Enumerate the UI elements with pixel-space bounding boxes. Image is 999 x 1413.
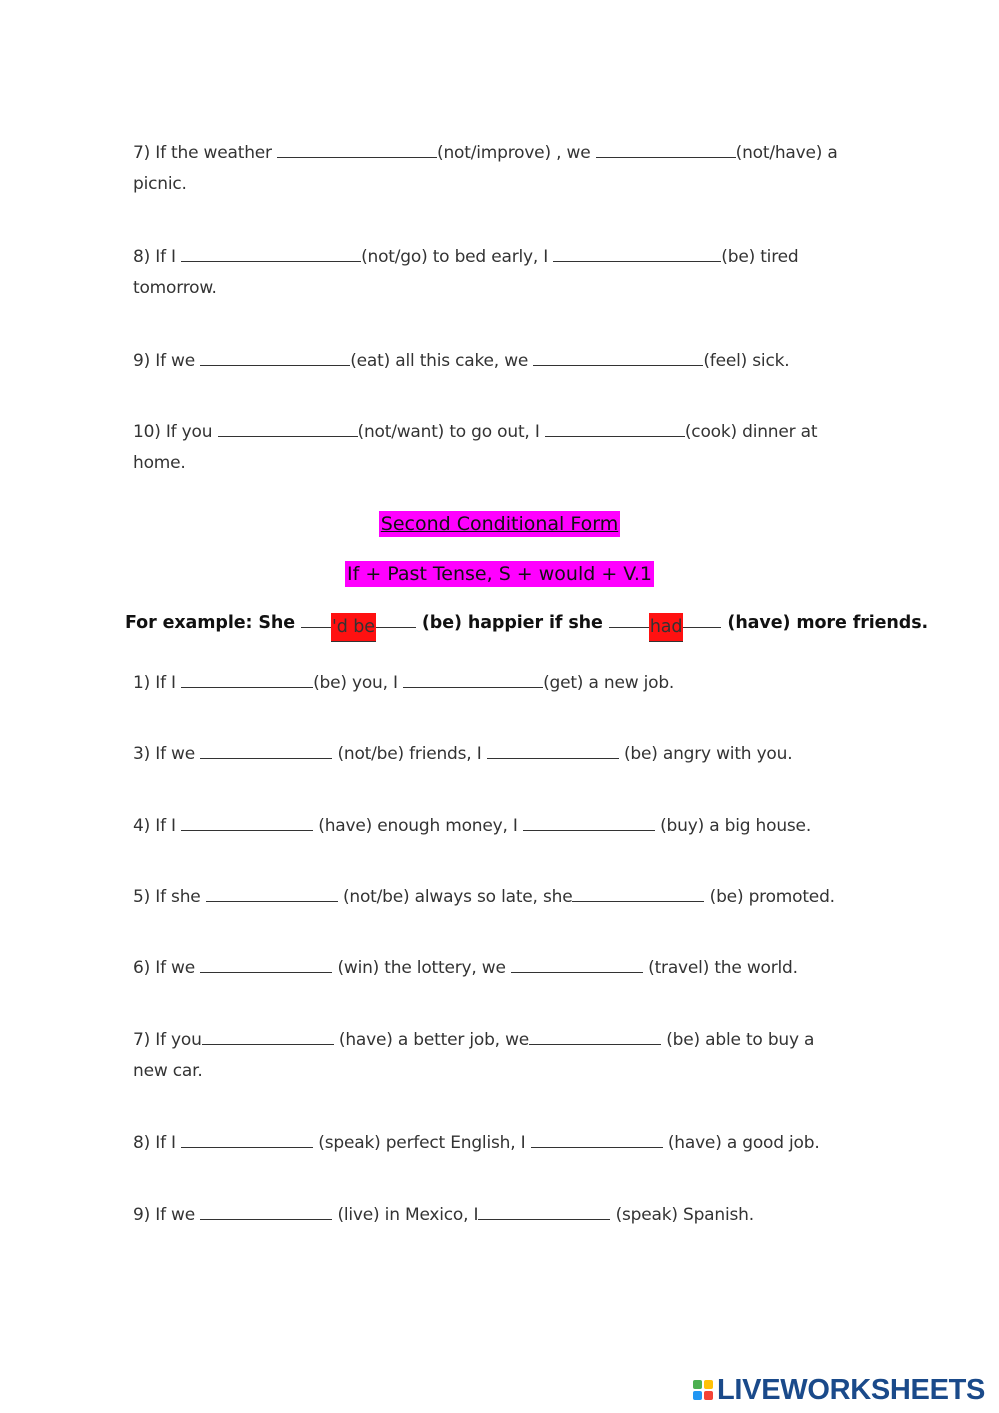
exercise-2-3-line: 3) If we (not/be) friends, I (be) angry with you. bbox=[133, 744, 793, 764]
answer-blank[interactable] bbox=[523, 815, 655, 831]
answer-blank[interactable] bbox=[277, 142, 437, 158]
answer-blank[interactable] bbox=[553, 246, 721, 262]
logo-mark-icon bbox=[693, 1380, 713, 1400]
exercise-2-4-line: 4) If I (have) enough money, I (buy) a big house. bbox=[133, 816, 812, 836]
section-formula: If + Past Tense, S + would + V.1 bbox=[347, 563, 652, 585]
answer-blank[interactable] bbox=[181, 672, 313, 688]
logo-square-red bbox=[704, 1391, 713, 1400]
answer-blank[interactable] bbox=[545, 421, 685, 437]
answer-blank[interactable] bbox=[218, 421, 358, 437]
answer-blank[interactable] bbox=[531, 1132, 663, 1148]
section-title: Second Conditional Form bbox=[380, 513, 619, 535]
example-blank bbox=[301, 612, 331, 628]
logo-square-yellow bbox=[704, 1380, 713, 1389]
answer-blank[interactable] bbox=[596, 142, 736, 158]
answer-blank[interactable] bbox=[181, 246, 361, 262]
exercise-2-7-line: 7) If you (have) a better job, we (be) able to buy a bbox=[133, 1030, 815, 1050]
answer-blank[interactable] bbox=[200, 350, 350, 366]
example-answer-2: had bbox=[649, 613, 684, 642]
exercise-7-continuation: picnic. bbox=[133, 174, 187, 194]
answer-blank[interactable] bbox=[478, 1204, 610, 1220]
exercise-2-7-continuation: new car. bbox=[133, 1061, 203, 1081]
answer-blank[interactable] bbox=[200, 957, 332, 973]
liveworksheets-logo bbox=[693, 1375, 985, 1405]
exercise-8-continuation: tomorrow. bbox=[133, 278, 217, 298]
exercise-2-5-line: 5) If she (not/be) always so late, she (be) promoted. bbox=[133, 887, 835, 907]
example-blank bbox=[683, 612, 721, 628]
exercise-8-line: 8) If I (not/go) to bed early, I (be) tired bbox=[133, 247, 799, 267]
answer-blank[interactable] bbox=[202, 1029, 334, 1045]
exercise-10-continuation: home. bbox=[133, 453, 186, 473]
exercise-2-9-line: 9) If we (live) in Mexico, I (speak) Spanish. bbox=[133, 1205, 754, 1225]
answer-blank[interactable] bbox=[200, 743, 332, 759]
logo-square-blue bbox=[693, 1391, 702, 1400]
answer-blank[interactable] bbox=[181, 815, 313, 831]
logo-text: LIVEWORKSHEETS bbox=[717, 1374, 986, 1406]
example-blank bbox=[376, 612, 416, 628]
answer-blank[interactable] bbox=[206, 886, 338, 902]
answer-blank[interactable] bbox=[487, 743, 619, 759]
answer-blank[interactable] bbox=[181, 1132, 313, 1148]
exercise-2-8-line: 8) If I (speak) perfect English, I (have) a good job. bbox=[133, 1133, 820, 1153]
answer-blank[interactable] bbox=[572, 886, 704, 902]
answer-blank[interactable] bbox=[529, 1029, 661, 1045]
answer-blank[interactable] bbox=[403, 672, 543, 688]
exercise-2-1-line: 1) If I (be) you, I (get) a new job. bbox=[133, 673, 675, 693]
example-answer-1: 'd be bbox=[331, 613, 376, 642]
answer-blank[interactable] bbox=[511, 957, 643, 973]
example-blank bbox=[609, 612, 649, 628]
example-sentence: For example: She 'd be (be) happier if she had (have) more friends. bbox=[125, 612, 928, 642]
exercise-2-6-line: 6) If we (win) the lottery, we (travel) the world. bbox=[133, 958, 798, 978]
answer-blank[interactable] bbox=[200, 1204, 332, 1220]
exercise-9-line: 9) If we (eat) all this cake, we (feel) sick. bbox=[133, 351, 790, 371]
exercise-7-line: 7) If the weather (not/improve) , we (not/have) a bbox=[133, 143, 838, 163]
answer-blank[interactable] bbox=[533, 350, 703, 366]
exercise-10-line: 10) If you (not/want) to go out, I (cook) dinner at bbox=[133, 422, 818, 442]
logo-square-green bbox=[693, 1380, 702, 1389]
